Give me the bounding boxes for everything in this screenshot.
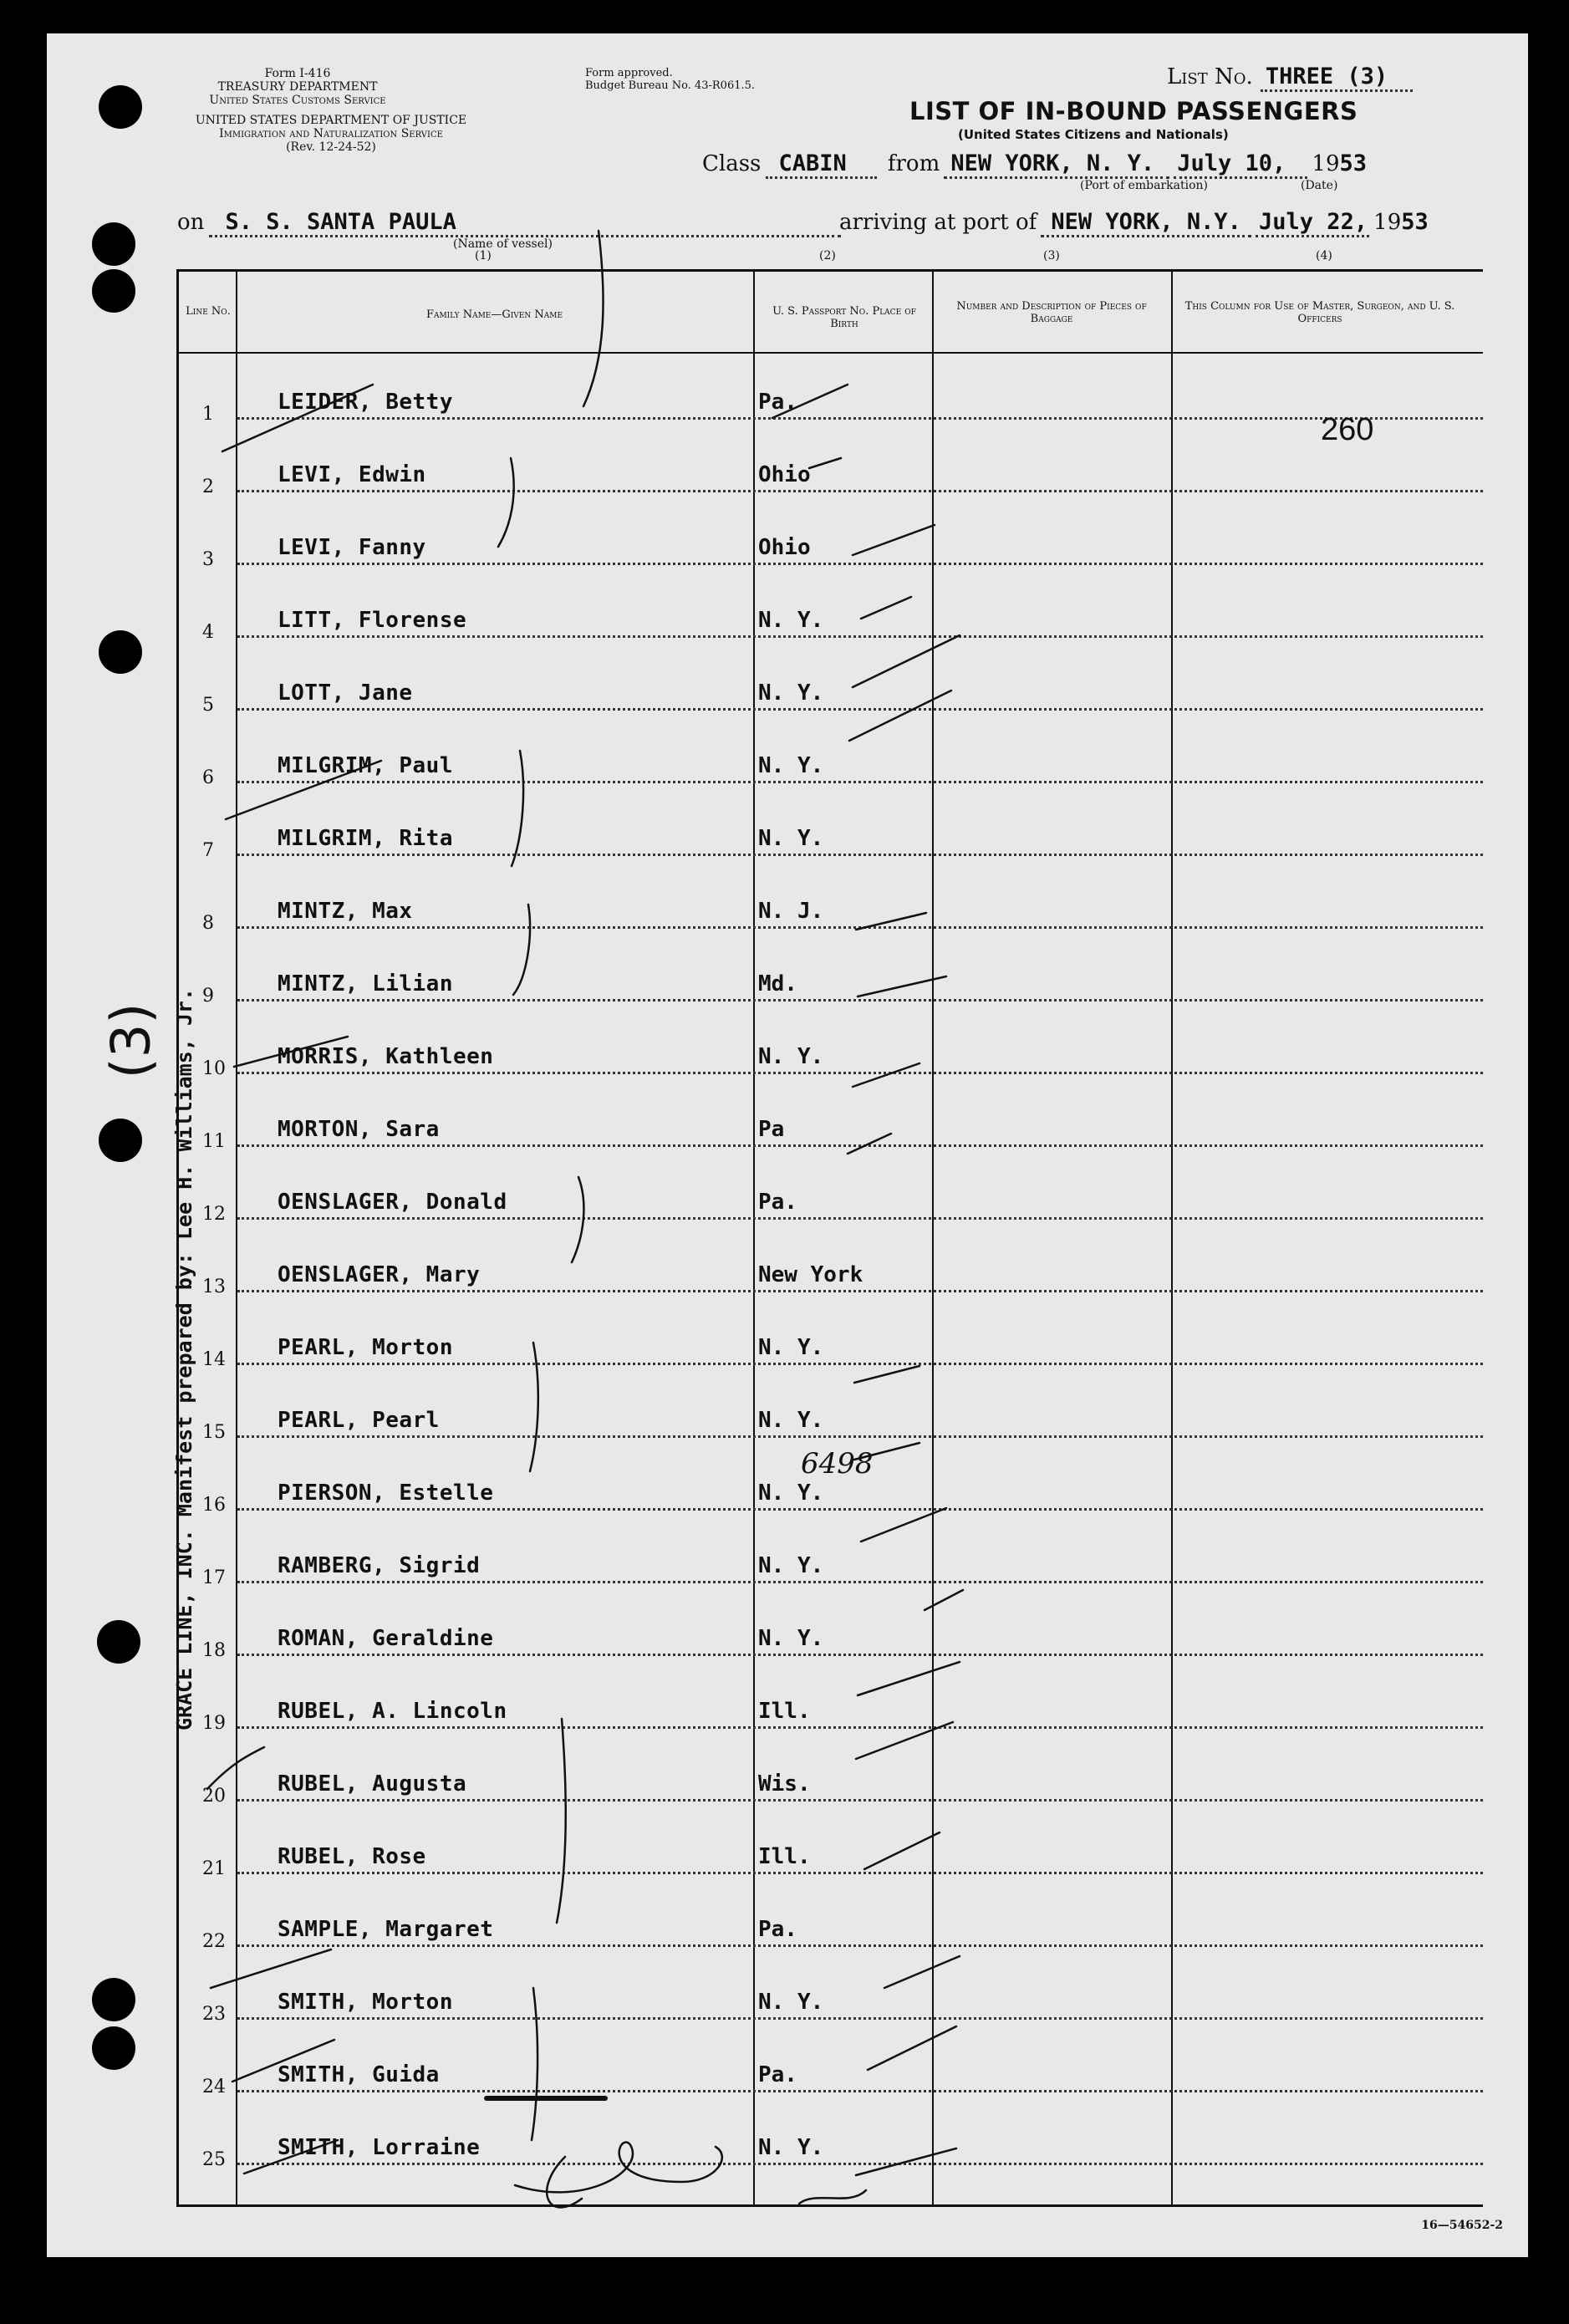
passenger-name: LOTT, Jane	[278, 680, 413, 706]
line-number: 13	[202, 1277, 226, 1297]
passenger-name: ROMAN, Geraldine	[278, 1626, 494, 1651]
line-number: 25	[202, 2149, 226, 2170]
class-label: Class	[702, 151, 762, 176]
caption-2: (2)	[819, 249, 836, 262]
passenger-name: OENSLAGER, Mary	[278, 1262, 481, 1287]
line-number: 21	[202, 1858, 226, 1879]
line-number: 17	[202, 1567, 226, 1588]
place-of-birth: N. Y.	[758, 1626, 824, 1651]
place-of-birth: Pa	[758, 1117, 785, 1142]
passenger-name: MINTZ, Max	[278, 899, 413, 924]
place-of-birth: Ill.	[758, 1844, 811, 1869]
from-year: 53	[1339, 150, 1368, 176]
vessel-caption: (Name of vessel)	[453, 237, 553, 251]
manifest-preparer-note: GRACE LINE, INC. Manifest prepared by: Lee H. Williams, Jr.	[172, 987, 196, 1730]
line-number: 16	[202, 1495, 226, 1516]
rev-line: (Rev. 12-24-52)	[286, 140, 376, 154]
place-of-birth: N. Y.	[758, 1044, 824, 1069]
line-number: 20	[202, 1786, 226, 1807]
passport-note: 6498	[801, 1447, 874, 1481]
passenger-name: LEVI, Fanny	[278, 535, 426, 560]
place-of-birth: Ohio	[758, 535, 811, 560]
doj-line: UNITED STATES DEPARTMENT OF JUSTICE	[195, 114, 467, 127]
place-of-birth: N. Y.	[758, 1408, 824, 1433]
passenger-name: LITT, Florense	[278, 608, 467, 633]
customs-service: United States Customs Service	[209, 94, 386, 107]
passenger-name: LEIDER, Betty	[278, 390, 453, 415]
passenger-name: PIERSON, Estelle	[278, 1481, 494, 1506]
line-number: 8	[202, 913, 214, 934]
line-number: 12	[202, 1204, 226, 1225]
passenger-name: SAMPLE, Margaret	[278, 1917, 494, 1942]
date-caption: (Date)	[1301, 179, 1338, 192]
ins-line: Immigration and Naturalization Service	[219, 127, 443, 140]
line-number: 1	[202, 404, 214, 425]
from-year-prefix: 19	[1312, 151, 1340, 176]
arrival-date: July 22,	[1256, 209, 1369, 237]
line-number: 11	[202, 1131, 226, 1152]
place-of-birth: New York	[758, 1262, 863, 1287]
line-number: 19	[202, 1713, 226, 1734]
line-number: 6	[202, 767, 214, 788]
list-no-label: List No.	[1167, 64, 1253, 89]
place-of-birth: N. Y.	[758, 826, 824, 851]
handwritten-marks	[47, 33, 1528, 2257]
line-number: 2	[202, 477, 214, 497]
passenger-name: RUBEL, Rose	[278, 1844, 426, 1869]
caption-4: (4)	[1316, 249, 1332, 262]
passenger-name: PEARL, Pearl	[278, 1408, 440, 1433]
place-of-birth: N. Y.	[758, 1553, 824, 1578]
arrival-port: NEW YORK, N.Y.	[1041, 209, 1251, 237]
place-of-birth: Pa.	[758, 2062, 797, 2087]
list-no-value: THREE (3)	[1261, 64, 1413, 92]
passenger-name: OENSLAGER, Donald	[278, 1190, 507, 1215]
col-header-name: Family Name—Given Name	[425, 308, 563, 321]
place-of-birth: N. Y.	[758, 1335, 824, 1360]
place-of-birth: N. Y.	[758, 753, 824, 778]
treasury-dept: TREASURY DEPARTMENT	[217, 80, 378, 94]
form-number: Form I-416	[264, 67, 331, 80]
manifest-page	[47, 33, 1528, 2257]
col-header-passport: U. S. Passport No. Place of Birth	[772, 305, 916, 330]
from-label: from	[887, 151, 940, 176]
line-number: 7	[202, 840, 214, 861]
port-embarkation-caption: (Port of embarkation)	[1080, 179, 1208, 192]
form-code: 16—54652-2	[1421, 2219, 1503, 2232]
line-number: 15	[202, 1422, 226, 1443]
class-value: CABIN	[766, 150, 877, 179]
col-header-baggage: Number and Description of Pieces of Baggage	[956, 300, 1147, 325]
passenger-name: MORTON, Sara	[278, 1117, 440, 1142]
caption-1: (1)	[475, 249, 492, 262]
arriving-label: arriving at port of	[839, 210, 1037, 235]
from-date: July 10,	[1174, 150, 1307, 179]
place-of-birth: N. J.	[758, 899, 824, 924]
place-of-birth: N. Y.	[758, 608, 824, 633]
passenger-name: PEARL, Morton	[278, 1335, 453, 1360]
passenger-name: SMITH, Guida	[278, 2062, 440, 2087]
passenger-name: MILGRIM, Rita	[278, 826, 453, 851]
place-of-birth: Ohio	[758, 462, 811, 487]
place-of-birth: Ill.	[758, 1699, 811, 1724]
place-of-birth: Pa.	[758, 1917, 797, 1942]
arrival-year-prefix: 19	[1373, 210, 1402, 235]
line-number: 18	[202, 1640, 226, 1661]
passenger-name: MINTZ, Lilian	[278, 971, 453, 996]
place-of-birth: Pa.	[758, 1190, 797, 1215]
place-of-birth: Wis.	[758, 1771, 811, 1797]
line-number: 23	[202, 2004, 226, 2025]
place-of-birth: N. Y.	[758, 1990, 824, 2015]
form-approved: Form approved.	[585, 67, 673, 79]
line-number: 3	[202, 549, 214, 570]
arrival-year: 53	[1401, 209, 1429, 235]
budget-bureau: Budget Bureau No. 43-R061.5.	[585, 79, 756, 92]
page-subtitle: (United States Citizens and Nationals)	[958, 127, 1229, 142]
line-number: 24	[202, 2077, 226, 2097]
caption-3: (3)	[1043, 249, 1060, 262]
col-header-officers: This Column for Use of Master, Surgeon, and U. S. Officers	[1184, 300, 1455, 325]
line-number: 14	[202, 1349, 226, 1370]
passenger-name: RUBEL, Augusta	[278, 1771, 467, 1797]
place-of-birth: N. Y.	[758, 2135, 824, 2160]
place-of-birth: Pa.	[758, 390, 797, 415]
line-number: 9	[202, 986, 214, 1007]
from-port: NEW YORK, N. Y.	[944, 150, 1169, 179]
line-number: 5	[202, 695, 214, 716]
passenger-name: MILGRIM, Paul	[278, 753, 453, 778]
officer-note: 260	[1321, 412, 1374, 447]
place-of-birth: N. Y.	[758, 1481, 824, 1506]
handwritten-three: (3)	[100, 1002, 163, 1079]
line-number: 22	[202, 1931, 226, 1952]
passenger-name: SMITH, Lorraine	[278, 2135, 481, 2160]
passenger-name: SMITH, Morton	[278, 1990, 453, 2015]
line-number: 4	[202, 622, 214, 643]
line-number: 10	[202, 1058, 226, 1079]
place-of-birth: Md.	[758, 971, 797, 996]
passenger-name: MORRIS, Kathleen	[278, 1044, 494, 1069]
passenger-name: LEVI, Edwin	[278, 462, 426, 487]
col-header-line: Line No.	[186, 305, 231, 318]
page-title: LIST OF IN-BOUND PASSENGERS	[909, 97, 1358, 125]
vessel-name: S. S. SANTA PAULA	[209, 209, 841, 237]
place-of-birth: N. Y.	[758, 680, 824, 706]
on-label: on	[177, 210, 205, 235]
passenger-name: RAMBERG, Sigrid	[278, 1553, 481, 1578]
passenger-name: RUBEL, A. Lincoln	[278, 1699, 507, 1724]
